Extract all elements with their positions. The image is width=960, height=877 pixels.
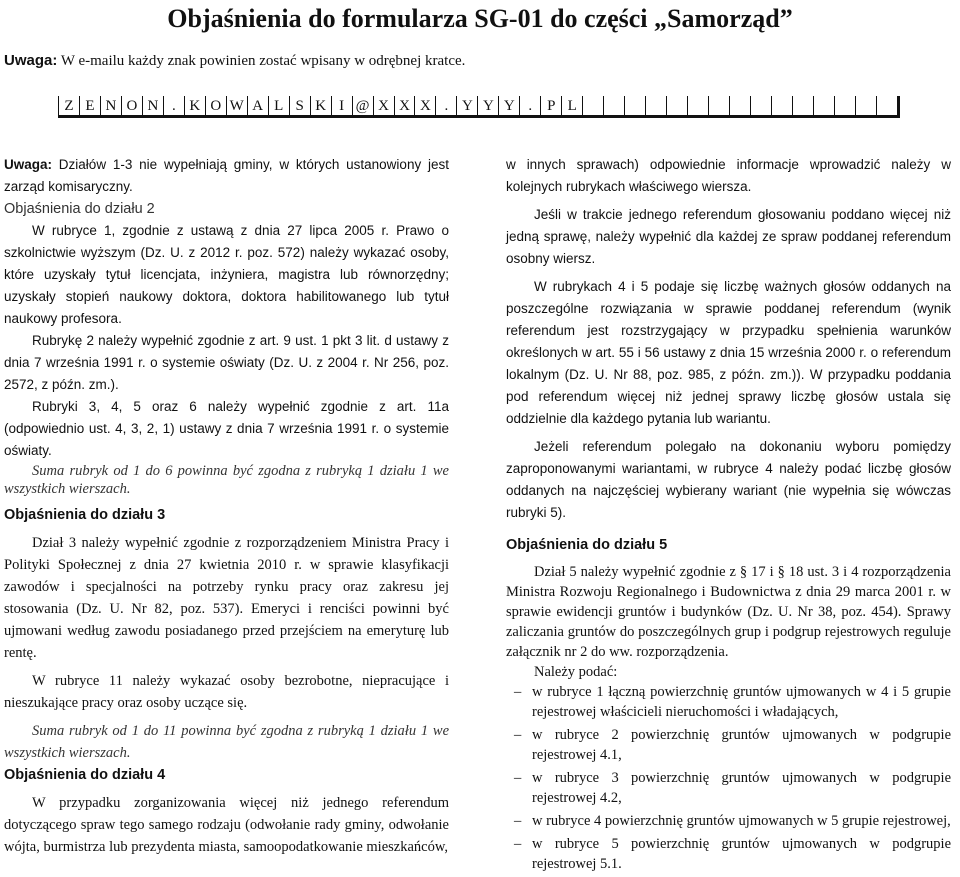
left-column bbox=[4, 154, 449, 858]
d4-paragraph-1: W przypadku zorganizowania więcej niż jednego referendum dotyczącego spraw tego samego rodzaju (odwołanie rady gminy, odwołanie wójta, burmistrza lub prezydenta miasta, samoopodatkowanie mieszkańców, bbox=[4, 795, 449, 855]
d3-note: Suma rubryk od 1 do 11 powinna być zgodna z rubryką 1 działu 1 we wszystkich wierszach. bbox=[4, 723, 449, 761]
email-char-cell[interactable]: . bbox=[519, 96, 540, 115]
d2-paragraph-2: Rubrykę 2 należy wypełnić zgodnie z art. 9 ust. 1 pkt 3 lit. d ustawy z dnia 7 września 1991 r. o systemie oświaty (Dz. U. z 2004 r. Nr 256, poz. 2572, z późn. zm.). bbox=[4, 333, 449, 392]
email-char-cell[interactable] bbox=[624, 96, 645, 115]
r-paragraph-4: Jeżeli referendum polegało na dokonaniu wyboru pomiędzy zaproponowanymi wariantami, w rubryce 4 należy podać liczbę głosów oddanych na najczęściej wybierany wariant (nie wypełnia się wówczas rubryki 5). bbox=[506, 439, 951, 520]
email-char-cell[interactable]: O bbox=[121, 96, 142, 115]
uwaga-divisions-label: Uwaga: bbox=[4, 157, 53, 172]
list-item: – w rubryce 2 powierzchnię gruntów ujmowanych w podgrupie rejestrowej 4.1, bbox=[506, 725, 951, 765]
d3-paragraph-1: Dział 3 należy wypełnić zgodnie z rozporządzeniem Ministra Pracy i Polityki Społecznej z dnia 27 kwietnia 2010 r. w sprawie klasyfikacji zawodów i specjalności na potrzeby rynku pracy oraz zakresu jej stosowania (Dz. U. Nr 82, poz. 537). Emeryci i renciści powinni być ujmowani według zawodu posiadanego przed przejściem na emeryturę lub rentę. bbox=[4, 535, 449, 661]
section-header-d4: Objaśnienia do działu 4 bbox=[4, 767, 166, 783]
email-char-cell[interactable]: S bbox=[289, 96, 310, 115]
email-note-label: Uwaga: bbox=[4, 52, 58, 69]
email-note bbox=[4, 52, 465, 70]
email-char-cell[interactable] bbox=[834, 96, 855, 115]
r-paragraph-3: W rubrykach 4 i 5 podaje się liczbę ważnych głosów oddanych na poszczególne rozwiązania w sprawie poddanej referendum (wynik referendum jest rozstrzygający w przypadku spełnienia warunków określonych w art. 55 i 56 ustawy z dnia 15 września 2000 r. o referendum lokalnym (Dz. U. Nr 88, poz. 985, z późn. zm.)). W przypadku poddania pod referendum więcej niż jednej sprawy liczbę głosów ustala się oddzielnie dla każdego pytania lub wariantu. bbox=[506, 279, 951, 426]
email-char-cell[interactable] bbox=[813, 96, 834, 115]
email-char-cell[interactable]: A bbox=[247, 96, 268, 115]
list-item: – w rubryce 1 łączną powierzchnię gruntów ujmowanych w 4 i 5 grupie rejestrowej właścicieli nieruchomości i władających, bbox=[506, 682, 951, 722]
email-char-cell[interactable]: Y bbox=[456, 96, 477, 115]
d2-paragraph-3: Rubryki 3, 4, 5 oraz 6 należy wypełnić zgodnie z art. 11a (odpowiednio ust. 4, 3, 2, 1) ustawy z dnia 7 września 1991 r. o systemie oświaty. bbox=[4, 399, 449, 458]
section-header-d3: Objaśnienia do działu 3 bbox=[4, 507, 166, 523]
email-char-grid[interactable] bbox=[58, 96, 900, 118]
email-char-cell[interactable]: X bbox=[414, 96, 435, 115]
list-item: – w rubryce 4 powierzchnię gruntów ujmowanych w 5 grupie rejestrowej, bbox=[506, 811, 951, 831]
email-char-cell[interactable]: K bbox=[310, 96, 331, 115]
email-char-cell[interactable]: X bbox=[373, 96, 394, 115]
email-char-cell[interactable]: K bbox=[184, 96, 205, 115]
d5-paragraph-1: Dział 5 należy wypełnić zgodnie z § 17 i § 18 ust. 3 i 4 rozporządzenia Ministra Rozwoju Regionalnego i Budownictwa z dnia 29 marca 2001 r. w sprawie ewidencji gruntów i budynków (Dz. U. Nr 38, poz. 454). Sprawy zaliczania gruntów do poszczególnych grup i podgrup rejestrowych reguluje załącznik nr 2 do ww. rozporządzenia. bbox=[506, 564, 951, 660]
r-paragraph-1: w innych sprawach) odpowiednie informacje wprowadzić należy w kolejnych rubrykach właściwego wiersza. bbox=[506, 157, 951, 194]
d5-list bbox=[506, 682, 951, 874]
email-note-text: W e-mailu każdy znak powinien zostać wpisany w odrębnej kratce. bbox=[57, 53, 466, 69]
r-paragraph-2: Jeśli w trakcie jednego referendum głosowaniu poddano więcej niż jedną sprawę, należy wypełnić dla każdej ze spraw poddanej referendum osobny wiersz. bbox=[506, 207, 951, 266]
email-char-cell[interactable] bbox=[603, 96, 624, 115]
email-char-cell[interactable]: N bbox=[142, 96, 163, 115]
email-char-cell[interactable]: P bbox=[540, 96, 561, 115]
email-char-cell[interactable]: @ bbox=[352, 96, 373, 115]
email-char-cell[interactable] bbox=[771, 96, 792, 115]
email-char-cell[interactable] bbox=[855, 96, 876, 115]
email-char-cell[interactable]: W bbox=[226, 96, 247, 115]
email-char-cell[interactable] bbox=[666, 96, 687, 115]
email-char-cell[interactable]: O bbox=[205, 96, 226, 115]
uwaga-divisions bbox=[4, 154, 449, 198]
list-item: – w rubryce 3 powierzchnię gruntów ujmowanych w podgrupie rejestrowej 4.2, bbox=[506, 768, 951, 808]
email-char-cell[interactable]: X bbox=[394, 96, 415, 115]
email-char-cell[interactable] bbox=[876, 96, 897, 115]
email-char-cell[interactable] bbox=[645, 96, 666, 115]
section-header-d5: Objaśnienia do działu 5 bbox=[506, 537, 668, 553]
d2-paragraph-1: W rubryce 1, zgodnie z ustawą z dnia 27 lipca 2005 r. Prawo o szkolnictwie wyższym (Dz. U. z 2012 r. poz. 572) należy wykazać osoby, które uzyskały tytuł licencjata, inżyniera, magistra lub równorzędny; uzyskały stopień naukowy doktora, doktora habilitowanego lub tytuł naukowy profesora. bbox=[4, 223, 449, 326]
email-char-cell[interactable]: E bbox=[79, 96, 100, 115]
d3-paragraph-2: W rubryce 11 należy wykazać osoby bezrobotne, niepracujące i nieszukające pracy oraz osoby uczące się. bbox=[4, 673, 449, 711]
section-header-d2: Objaśnienia do działu 2 bbox=[4, 201, 155, 217]
email-char-cell[interactable]: Y bbox=[477, 96, 498, 115]
page-title: Objaśnienia do formularza SG-01 do części „Samorząd” bbox=[167, 4, 793, 33]
email-char-cell[interactable]: Z bbox=[58, 96, 79, 115]
d5-paragraph-2: Należy podać: bbox=[534, 664, 618, 680]
email-char-cell[interactable]: L bbox=[561, 96, 582, 115]
email-char-cell[interactable]: . bbox=[435, 96, 456, 115]
email-char-cell[interactable]: . bbox=[163, 96, 184, 115]
email-char-cell[interactable]: L bbox=[268, 96, 289, 115]
email-char-cell[interactable]: I bbox=[331, 96, 352, 115]
uwaga-divisions-text: Działów 1-3 nie wypełniają gminy, w których ustanowiony jest zarząd komisaryczny. bbox=[4, 157, 449, 194]
list-item: – w rubryce 5 powierzchnię gruntów ujmowanych w podgrupie rejestrowej 5.1. bbox=[506, 834, 951, 874]
email-char-cell[interactable]: Y bbox=[498, 96, 519, 115]
right-column bbox=[506, 154, 951, 877]
email-char-cell[interactable] bbox=[792, 96, 813, 115]
email-char-cell[interactable] bbox=[708, 96, 729, 115]
email-char-cell[interactable] bbox=[750, 96, 771, 115]
email-char-cell[interactable] bbox=[582, 96, 603, 115]
email-char-cell[interactable] bbox=[687, 96, 708, 115]
d2-note: Suma rubryk od 1 do 6 powinna być zgodna z rubryką 1 działu 1 we wszystkich wierszach. bbox=[4, 463, 449, 497]
email-char-cell[interactable]: N bbox=[100, 96, 121, 115]
email-char-cell[interactable] bbox=[729, 96, 750, 115]
